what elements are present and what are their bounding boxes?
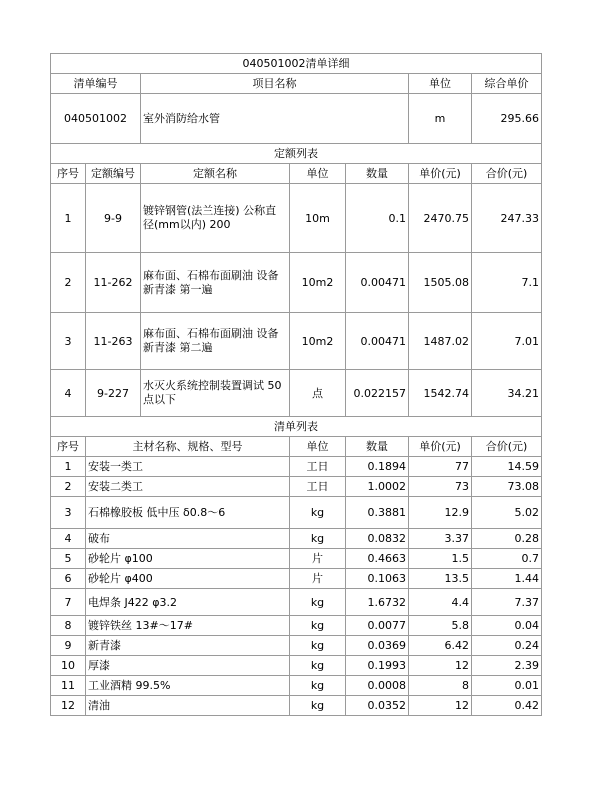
material-seq: 8	[51, 616, 86, 636]
material-total: 5.02	[472, 497, 542, 529]
material-unit-price: 5.8	[409, 616, 472, 636]
material-qty: 0.0832	[346, 529, 409, 549]
material-name: 破布	[86, 529, 290, 549]
material-total: 0.28	[472, 529, 542, 549]
material-unit-price: 1.5	[409, 549, 472, 569]
material-rows	[51, 457, 542, 716]
material-name: 砂轮片 φ100	[86, 549, 290, 569]
quota-seq: 2	[51, 253, 86, 313]
material-seq: 9	[51, 636, 86, 656]
material-section-title: 清单列表	[51, 417, 542, 437]
quota-header-cell: 单价(元)	[409, 164, 472, 184]
item-name: 室外消防给水管	[141, 94, 409, 144]
quota-qty: 0.00471	[346, 253, 409, 313]
material-seq: 11	[51, 676, 86, 696]
quota-seq: 4	[51, 370, 86, 417]
material-unit: kg	[290, 676, 346, 696]
quota-unit-price: 1487.02	[409, 313, 472, 370]
material-name: 清油	[86, 696, 290, 716]
material-total: 14.59	[472, 457, 542, 477]
quota-total: 34.21	[472, 370, 542, 417]
quota-header-cell: 合价(元)	[472, 164, 542, 184]
material-header-cell: 数量	[346, 437, 409, 457]
material-name: 砂轮片 φ400	[86, 569, 290, 589]
material-qty: 1.6732	[346, 589, 409, 616]
material-row	[51, 696, 542, 716]
material-unit-price: 8	[409, 676, 472, 696]
material-total: 0.04	[472, 616, 542, 636]
quota-header-cell: 单位	[290, 164, 346, 184]
material-row	[51, 676, 542, 696]
material-unit: 片	[290, 569, 346, 589]
quota-name: 麻布面、石棉布面刷油 设备 新青漆 第二遍	[141, 313, 290, 370]
material-seq: 3	[51, 497, 86, 529]
item-price: 295.66	[472, 94, 542, 144]
price-header: 综合单价	[472, 74, 542, 94]
quota-row	[51, 370, 542, 417]
item-row	[51, 94, 542, 144]
material-qty: 0.3881	[346, 497, 409, 529]
material-total: 0.01	[472, 676, 542, 696]
material-seq: 2	[51, 477, 86, 497]
material-total: 0.24	[472, 636, 542, 656]
material-row	[51, 636, 542, 656]
material-row	[51, 529, 542, 549]
quota-code: 11-262	[86, 253, 141, 313]
quota-unit: 10m2	[290, 253, 346, 313]
material-qty: 0.0008	[346, 676, 409, 696]
material-unit-price: 77	[409, 457, 472, 477]
material-row	[51, 497, 542, 529]
material-total: 1.44	[472, 569, 542, 589]
quota-seq: 3	[51, 313, 86, 370]
material-unit: kg	[290, 696, 346, 716]
material-unit: kg	[290, 497, 346, 529]
item-unit: m	[409, 94, 472, 144]
material-section-title-row	[51, 417, 542, 437]
material-name: 新青漆	[86, 636, 290, 656]
material-name: 电焊条 J422 φ3.2	[86, 589, 290, 616]
quota-total: 7.01	[472, 313, 542, 370]
material-header-cell: 主材名称、规格、型号	[86, 437, 290, 457]
material-unit-price: 12	[409, 656, 472, 676]
material-row	[51, 616, 542, 636]
material-unit: 工日	[290, 477, 346, 497]
item-header-row	[51, 74, 542, 94]
material-seq: 1	[51, 457, 86, 477]
material-seq: 10	[51, 656, 86, 676]
material-qty: 0.0369	[346, 636, 409, 656]
material-qty: 0.1063	[346, 569, 409, 589]
quota-unit-price: 1542.74	[409, 370, 472, 417]
item-code: 040501002	[51, 94, 141, 144]
quota-code: 11-263	[86, 313, 141, 370]
material-unit: kg	[290, 656, 346, 676]
material-unit: kg	[290, 616, 346, 636]
quota-header-cell: 定额编号	[86, 164, 141, 184]
material-seq: 12	[51, 696, 86, 716]
material-header-cell: 单价(元)	[409, 437, 472, 457]
quota-name: 镀锌钢管(法兰连接) 公称直径(mm以内) 200	[141, 184, 290, 253]
material-total: 7.37	[472, 589, 542, 616]
material-row	[51, 457, 542, 477]
unit-header: 单位	[409, 74, 472, 94]
material-unit: kg	[290, 529, 346, 549]
material-name: 镀锌铁丝 13#～17#	[86, 616, 290, 636]
material-header-cell: 序号	[51, 437, 86, 457]
bill-detail-table	[50, 53, 542, 716]
sheet-title: 040501002清单详细	[51, 54, 542, 74]
material-header-cell: 合价(元)	[472, 437, 542, 457]
code-header: 清单编号	[51, 74, 141, 94]
material-seq: 7	[51, 589, 86, 616]
material-row	[51, 589, 542, 616]
quota-code: 9-227	[86, 370, 141, 417]
quota-section-title-row	[51, 144, 542, 164]
material-unit-price: 4.4	[409, 589, 472, 616]
material-qty: 0.0352	[346, 696, 409, 716]
material-total: 73.08	[472, 477, 542, 497]
material-header-cell: 单位	[290, 437, 346, 457]
quota-name: 水灭火系统控制装置调试 50点以下	[141, 370, 290, 417]
material-row	[51, 656, 542, 676]
material-qty: 1.0002	[346, 477, 409, 497]
material-total: 0.42	[472, 696, 542, 716]
material-name: 安装二类工	[86, 477, 290, 497]
material-total: 2.39	[472, 656, 542, 676]
material-unit-price: 12	[409, 696, 472, 716]
quota-total: 7.1	[472, 253, 542, 313]
quota-unit: 10m	[290, 184, 346, 253]
name-header: 项目名称	[141, 74, 409, 94]
material-seq: 5	[51, 549, 86, 569]
material-unit: kg	[290, 636, 346, 656]
quota-qty: 0.022157	[346, 370, 409, 417]
material-seq: 4	[51, 529, 86, 549]
quota-section-title: 定额列表	[51, 144, 542, 164]
quota-header-cell: 数量	[346, 164, 409, 184]
material-row	[51, 477, 542, 497]
material-unit: 片	[290, 549, 346, 569]
quota-unit-price: 2470.75	[409, 184, 472, 253]
material-qty: 0.4663	[346, 549, 409, 569]
material-qty: 0.1894	[346, 457, 409, 477]
material-unit-price: 12.9	[409, 497, 472, 529]
quota-total: 247.33	[472, 184, 542, 253]
quota-row	[51, 253, 542, 313]
quota-header-cell: 定额名称	[141, 164, 290, 184]
quota-header-row	[51, 164, 542, 184]
quota-row	[51, 313, 542, 370]
quota-unit: 10m2	[290, 313, 346, 370]
quota-row	[51, 184, 542, 253]
material-row	[51, 549, 542, 569]
quota-qty: 0.1	[346, 184, 409, 253]
material-unit: 工日	[290, 457, 346, 477]
material-row	[51, 569, 542, 589]
quota-qty: 0.00471	[346, 313, 409, 370]
material-header-row	[51, 437, 542, 457]
quota-header-cell: 序号	[51, 164, 86, 184]
material-name: 厚漆	[86, 656, 290, 676]
material-name: 工业酒精 99.5%	[86, 676, 290, 696]
material-qty: 0.1993	[346, 656, 409, 676]
material-unit: kg	[290, 589, 346, 616]
quota-code: 9-9	[86, 184, 141, 253]
quota-unit-price: 1505.08	[409, 253, 472, 313]
material-seq: 6	[51, 569, 86, 589]
material-unit-price: 13.5	[409, 569, 472, 589]
material-total: 0.7	[472, 549, 542, 569]
material-qty: 0.0077	[346, 616, 409, 636]
material-unit-price: 3.37	[409, 529, 472, 549]
material-name: 安装一类工	[86, 457, 290, 477]
quota-seq: 1	[51, 184, 86, 253]
material-unit-price: 6.42	[409, 636, 472, 656]
material-unit-price: 73	[409, 477, 472, 497]
material-name: 石棉橡胶板 低中压 δ0.8～6	[86, 497, 290, 529]
title-row	[51, 54, 542, 74]
quota-unit: 点	[290, 370, 346, 417]
quota-name: 麻布面、石棉布面刷油 设备 新青漆 第一遍	[141, 253, 290, 313]
